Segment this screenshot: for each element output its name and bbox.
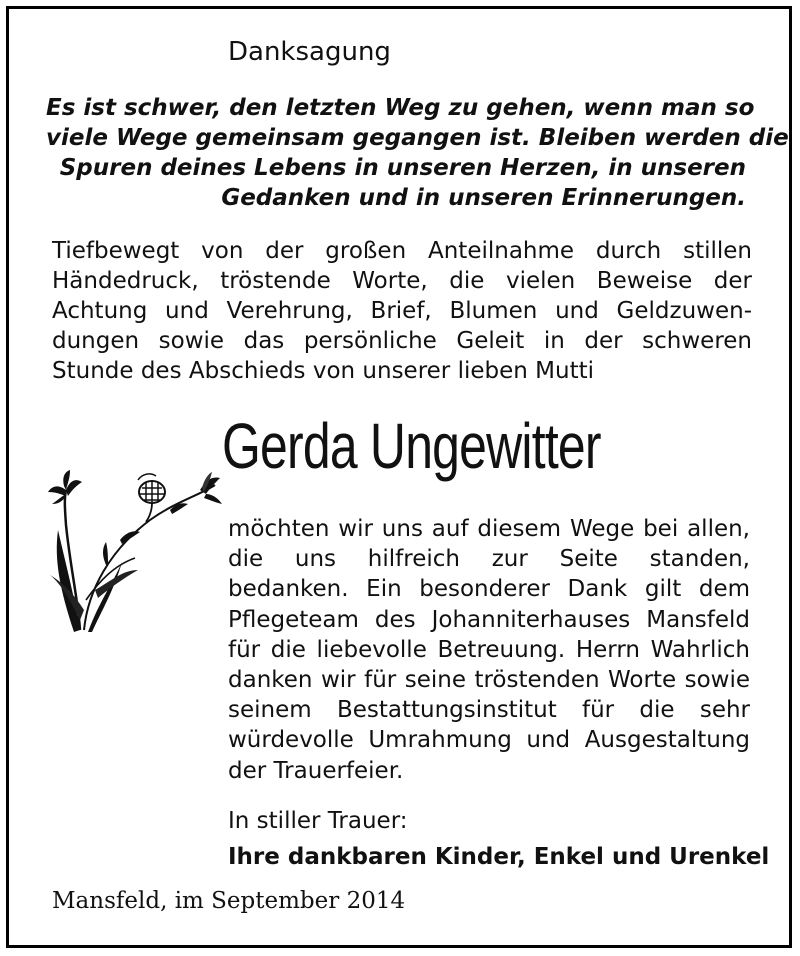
deceased-name: Gerda Ungewitter bbox=[222, 410, 601, 482]
intro-paragraph bbox=[52, 236, 752, 386]
place-date: Mansfeld, im September 2014 bbox=[52, 888, 406, 914]
signers: Ihre dankbaren Kinder, Enkel und Urenkel bbox=[228, 844, 770, 870]
body-line: möchten wir uns auf diesem Wege bei allen, bbox=[228, 516, 750, 542]
intro-line: Tiefbewegt von der großen Anteilnahme durch stillen bbox=[52, 238, 752, 264]
body-line: für die liebevolle Betreuung. Herrn Wahrlich bbox=[228, 636, 750, 663]
body-line: bedanken. Ein besonderer Dank gilt dem bbox=[228, 576, 750, 603]
intro-line: Händedruck, tröstende Worte, die vielen Beweise der bbox=[52, 268, 752, 294]
intro-line: Stunde des Abschieds von unserer lieben Mutti bbox=[52, 358, 594, 384]
body-line: der Trauerfeier. bbox=[228, 757, 404, 784]
memorial-quote bbox=[46, 93, 789, 213]
quote-line: Spuren deines Lebens in unseren Herzen, in unseren bbox=[59, 155, 746, 181]
quote-line: Gedanken und in unseren Erinnerungen. bbox=[221, 185, 746, 211]
intro-line: dungen sowie das persönliche Geleit in der schweren bbox=[52, 328, 752, 354]
thanks-paragraph bbox=[228, 514, 750, 786]
flower-illustration-icon bbox=[40, 470, 225, 635]
intro-line: Achtung und Verehrung, Brief, Blumen und Geldzuwen- bbox=[52, 298, 752, 324]
body-line: seinem Bestattungsinstitut für die sehr bbox=[228, 697, 750, 724]
body-line: die uns hilfreich zur Seite standen, bbox=[228, 546, 750, 573]
body-line: würdevolle Umrahmung und Ausgestaltung bbox=[228, 727, 750, 754]
quote-line: Es ist schwer, den letzten Weg zu gehen, wenn man so bbox=[46, 95, 755, 121]
body-line: Pflegeteam des Johanniterhauses Mansfeld bbox=[228, 606, 750, 633]
notice-heading: Danksagung bbox=[228, 37, 391, 67]
quote-line: viele Wege gemeinsam gegangen ist. Bleiben werden die bbox=[46, 125, 789, 151]
body-line: danken wir für seine tröstenden Worte sowie bbox=[228, 666, 750, 693]
closing-label: In stiller Trauer: bbox=[228, 808, 408, 834]
